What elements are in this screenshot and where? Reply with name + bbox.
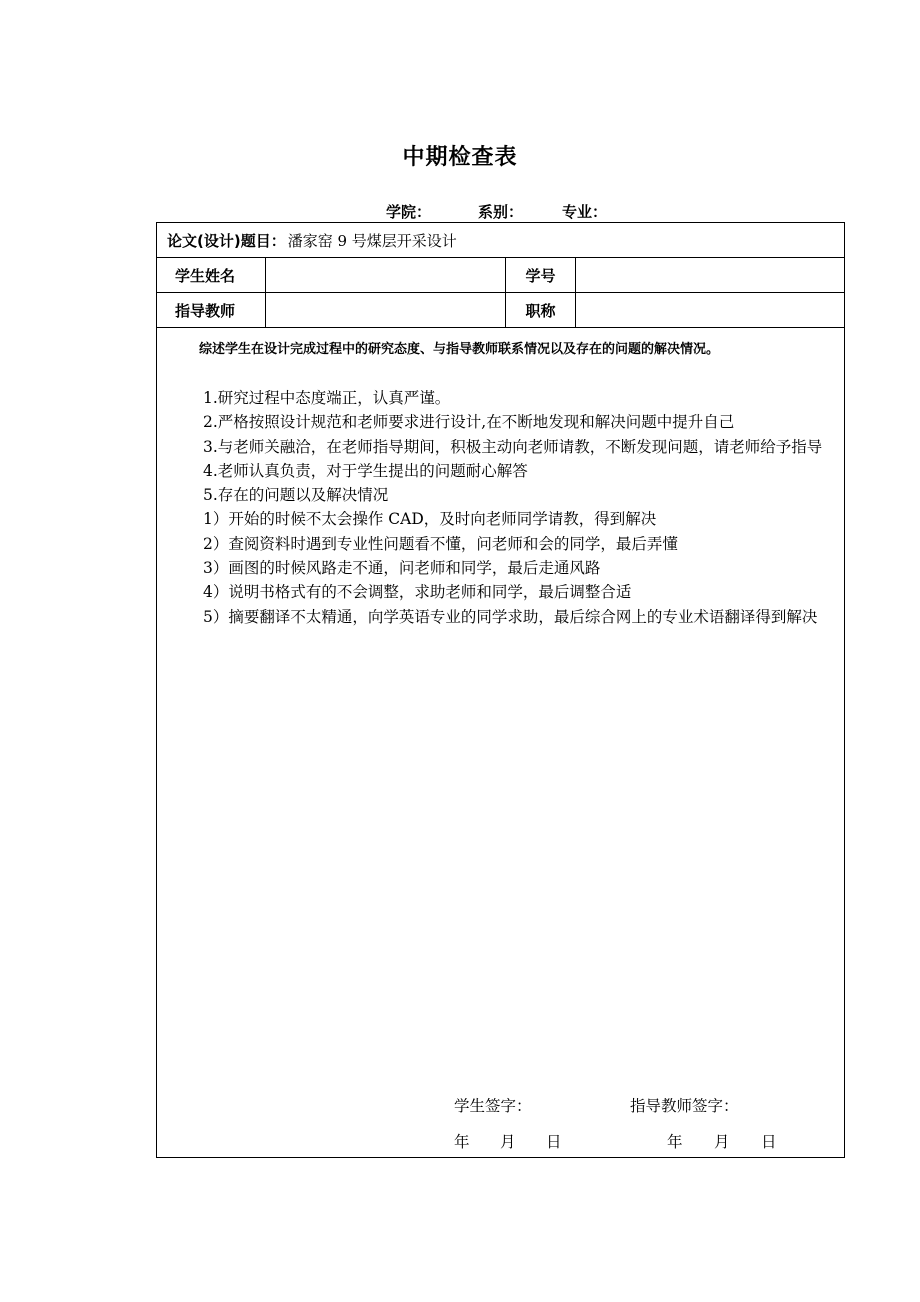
student-date-month: 月 — [500, 1133, 516, 1151]
major-label: 专业： — [562, 203, 608, 221]
advisor-label: 指导教师 — [157, 293, 266, 327]
summary-paragraph: 5）摘要翻译不太精通，向学英语专业的同学求助，最后综合网上的专业术语翻译得到解决 — [203, 607, 818, 626]
student-date-day: 日 — [546, 1133, 562, 1151]
student-name-label: 学生姓名 — [157, 258, 266, 292]
advisor-field[interactable] — [266, 293, 506, 327]
summary-body — [167, 386, 839, 629]
advisor-row — [157, 293, 844, 328]
topic-value: 潘家窑 9 号煤层开采设计 — [287, 231, 457, 250]
summary-paragraph: 2.严格按照设计规范和老师要求进行设计,在不断地发现和解决问题中提升自己 — [203, 413, 735, 432]
advisor-date-day: 日 — [761, 1133, 777, 1151]
student-signature-label: 学生签字： — [454, 1097, 532, 1115]
student-id-field[interactable] — [576, 258, 844, 292]
summary-paragraph: 3.与老师关融洽，在老师指导期间，积极主动向老师请教，不断发现问题，请老师给予指导 — [203, 437, 823, 456]
summary-paragraph: 2）查阅资料时遇到专业性问题看不懂，问老师和会的同学，最后弄懂 — [203, 534, 678, 553]
summary-section — [157, 328, 844, 1157]
topic-row — [157, 223, 844, 258]
advisor-signature-label: 指导教师签字： — [630, 1097, 739, 1115]
advisor-date-year: 年 — [667, 1133, 683, 1151]
page-title: 中期检查表 — [402, 145, 518, 170]
student-id-label: 学号 — [506, 258, 576, 292]
topic-label: 论文(设计)题目： — [167, 231, 286, 250]
advisor-title-label: 职称 — [506, 293, 576, 327]
topic-cell — [157, 223, 844, 257]
student-row — [157, 258, 844, 293]
header-meta — [386, 201, 607, 222]
summary-paragraph: 1.研究过程中态度端正，认真严谨。 — [203, 389, 451, 407]
summary-paragraph: 1）开始的时候不太会操作 CAD，及时向老师同学请教，得到解决 — [203, 510, 657, 529]
summary-paragraph: 3）画图的时候风路走不通，问老师和同学，最后走通风路 — [203, 559, 601, 578]
student-date — [454, 1130, 562, 1152]
summary-paragraph: 4）说明书格式有的不会调整，求助老师和同学，最后调整合适 — [203, 583, 632, 602]
summary-prompt: 综述学生在设计完成过程中的研究态度、与指导教师联系情况以及存在的问题的解决情况。 — [199, 342, 720, 357]
department-label: 系别： — [478, 203, 524, 221]
advisor-date — [667, 1130, 777, 1152]
summary-paragraph: 5.存在的问题以及解决情况 — [203, 486, 389, 505]
summary-paragraph: 4.老师认真负责，对于学生提出的问题耐心解答 — [203, 461, 528, 480]
college-label: 学院： — [386, 203, 432, 221]
advisor-date-month: 月 — [714, 1133, 730, 1151]
student-date-year: 年 — [454, 1133, 470, 1151]
advisor-title-field[interactable] — [576, 293, 844, 327]
inspection-form — [156, 222, 845, 1158]
student-name-field[interactable] — [266, 258, 506, 292]
